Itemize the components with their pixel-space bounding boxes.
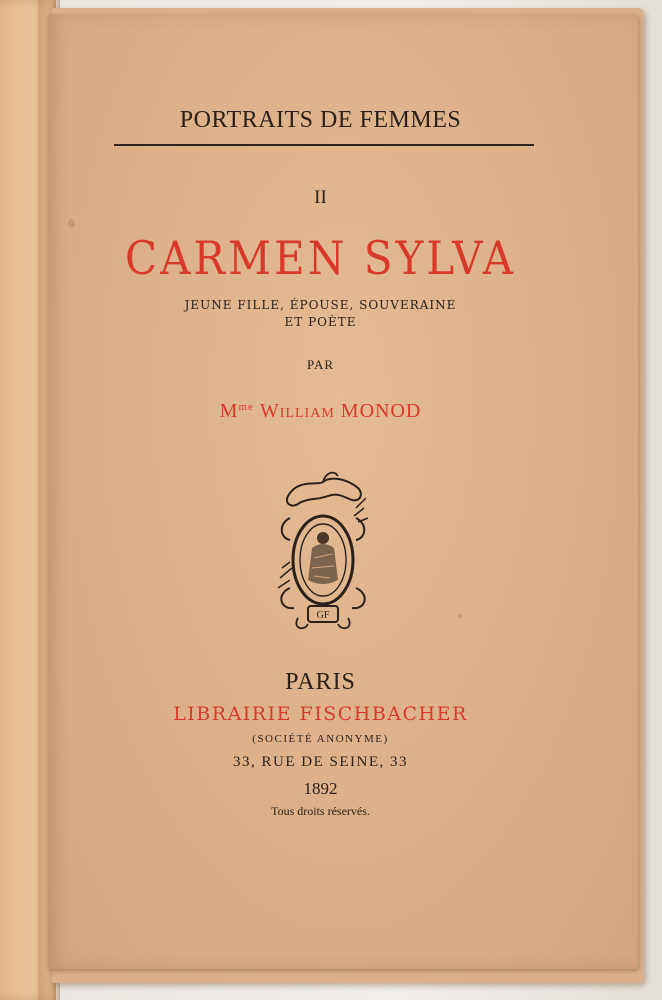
publisher-device-icon	[268, 468, 378, 633]
series-title: PORTRAITS DE FEMMES	[179, 107, 462, 133]
rights-notice: Tous droits réservés.	[271, 804, 370, 818]
main-title: CARMEN SYLVA	[124, 232, 517, 285]
volume-number: II	[314, 187, 327, 208]
author-first-initial: W	[259, 400, 280, 422]
author-last-name: MONOD	[340, 400, 422, 422]
emblem-monogram: GF	[316, 610, 330, 621]
publisher-address: 33, RUE DE SEINE, 33	[233, 754, 408, 770]
author-first-rest: ILLIAM	[279, 406, 335, 421]
subtitle-line-1: JEUNE FILLE, ÉPOUSE, SOUVERAINE	[184, 298, 457, 312]
publication-city: PARIS	[285, 669, 356, 695]
title-page-content	[48, 14, 638, 969]
author-prefix: M	[219, 400, 239, 422]
foxing-spot	[458, 614, 462, 618]
title-page	[48, 14, 638, 969]
publisher-name: LIBRAIRIE FISCHBACHER	[173, 703, 468, 725]
author-prefix-sup: me	[238, 401, 254, 413]
subtitle-line-2: ET POÈTE	[284, 315, 357, 329]
author-name	[48, 400, 593, 423]
publication-year: 1892	[303, 779, 338, 798]
foxing-spot	[68, 219, 75, 228]
publisher-society: (SOCIÉTÉ ANONYME)	[252, 733, 389, 745]
title-rule	[114, 144, 534, 146]
by-label: PAR	[306, 357, 335, 372]
